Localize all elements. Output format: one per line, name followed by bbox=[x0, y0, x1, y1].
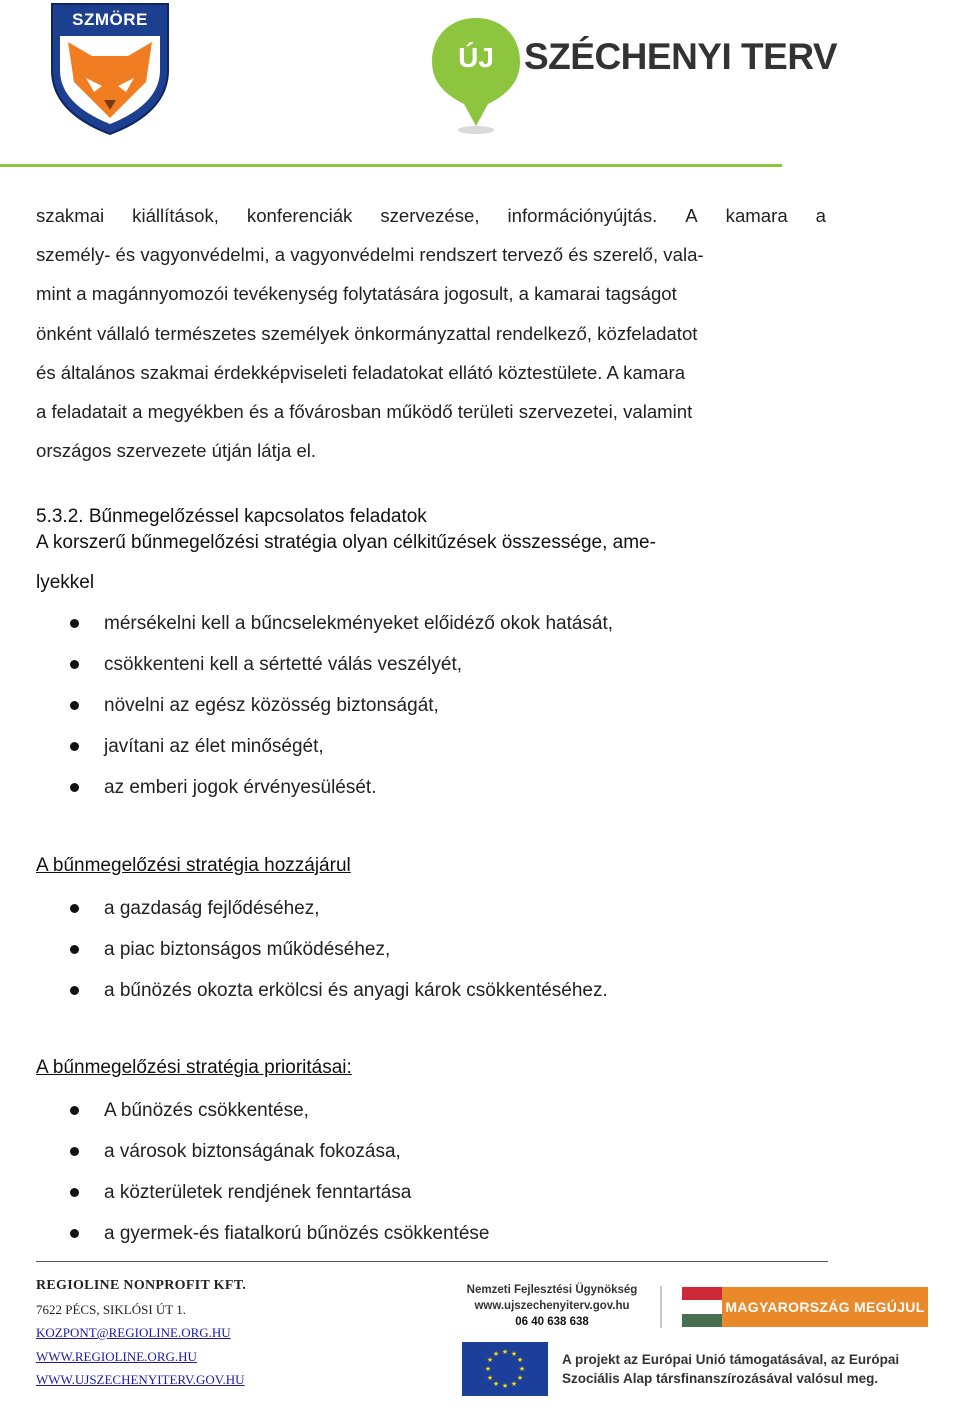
list-item: a gyermek-és fiatalkorú bűnözés csökkentése bbox=[70, 1213, 489, 1254]
bullet-icon bbox=[70, 1229, 79, 1238]
svg-text:★: ★ bbox=[510, 1350, 518, 1358]
list-item: az emberi jogok érvényesülését. bbox=[70, 767, 613, 808]
intro-line: személy- és vagyonvédelmi, a vagyonvédelmi rendszert tervező és szerelő, vala- bbox=[36, 244, 704, 266]
svg-text:★: ★ bbox=[484, 1365, 492, 1373]
svg-text:★: ★ bbox=[501, 1348, 509, 1356]
bullet-icon bbox=[70, 904, 79, 913]
footer-divider bbox=[36, 1261, 828, 1262]
nfu-phone: 06 40 638 638 bbox=[515, 1316, 589, 1328]
list-item: növelni az egész közösség biztonságát, bbox=[70, 685, 613, 726]
eu-funding-line-2: Szociális Alap társfinanszírozásával valósul meg. bbox=[562, 1371, 879, 1386]
intro-paragraph bbox=[36, 196, 826, 470]
contribution-heading: A bűnmegelőzési stratégia hozzájárul bbox=[36, 855, 351, 876]
bullet-icon bbox=[70, 986, 79, 995]
intro-line: mint a magánnyomozói tevékenység folytatására jogosult, a kamarai tagságot bbox=[36, 283, 677, 305]
eu-funding-text bbox=[562, 1350, 899, 1388]
list-item: a piac biztonságos működéséhez, bbox=[70, 929, 608, 970]
list-item: csökkenteni kell a sértetté válás veszélyét, bbox=[70, 644, 613, 685]
footer-company: REGIOLINE NONPROFIT KFT. bbox=[36, 1278, 247, 1293]
footer-address: 7622 PÉCS, SIKLÓSI ÚT 1. bbox=[36, 1301, 187, 1317]
list-item: a közterületek rendjének fenntartása bbox=[70, 1172, 489, 1213]
eu-funding-line-1: A projekt az Európai Unió támogatásával, az Európai bbox=[562, 1352, 900, 1367]
svg-text:★: ★ bbox=[492, 1350, 500, 1358]
hungarian-flag-icon bbox=[682, 1287, 722, 1327]
intro-line: és általános szakmai érdekképviseleti feladatokat ellátó köztestülete. A kamara bbox=[36, 361, 686, 383]
footer-contact bbox=[36, 1274, 246, 1392]
svg-text:★: ★ bbox=[510, 1380, 518, 1388]
bullet-icon bbox=[70, 1106, 79, 1115]
section-heading: 5.3.2. Bűnmegelőzéssel kapcsolatos feladatok bbox=[36, 506, 427, 527]
bullet-icon bbox=[70, 701, 79, 710]
szmore-logo-text: SZMÖRE bbox=[72, 10, 148, 29]
bullet-icon bbox=[70, 619, 79, 628]
intro-line: a feladatait a megyékben és a fővárosban működő területi szervezetei, valamint bbox=[36, 401, 693, 423]
list-item: javítani az élet minőségét, bbox=[70, 726, 613, 767]
bullet-icon bbox=[70, 742, 79, 751]
section-lead-line-1: A korszerű bűnmegelőzési stratégia olyan célkitűzések összessége, ame- bbox=[36, 532, 656, 553]
intro-line: országos szervezete útján látja el. bbox=[36, 440, 317, 462]
nfu-block bbox=[462, 1282, 642, 1330]
priorities-heading: A bűnmegelőzési stratégia prioritásai: bbox=[36, 1057, 352, 1078]
magyarorszag-megujul-label: MAGYARORSZÁG MEGÚJUL bbox=[722, 1287, 928, 1327]
logo-uj-text: ÚJ bbox=[458, 42, 494, 73]
list-item: a gazdaság fejlődéséhez, bbox=[70, 888, 608, 929]
uj-szechenyi-terv-logo bbox=[432, 18, 838, 138]
eu-flag-icon bbox=[462, 1342, 548, 1396]
list-item: A bűnözés csökkentése, bbox=[70, 1090, 489, 1131]
intro-line: önként vállaló természetes személyek önkormányzattal rendelkező, közfeladatot bbox=[36, 322, 698, 344]
bullet-icon bbox=[70, 660, 79, 669]
svg-text:★: ★ bbox=[516, 1356, 524, 1364]
header-divider bbox=[0, 164, 782, 167]
bullet-icon bbox=[70, 1147, 79, 1156]
footer-website-link[interactable]: WWW.REGIOLINE.ORG.HU bbox=[36, 1348, 197, 1364]
nfu-name: Nemzeti Fejlesztési Ügynökség bbox=[466, 1284, 638, 1296]
svg-text:★: ★ bbox=[501, 1382, 509, 1390]
footer-website2-link[interactable]: WWW.UJSZECHENYITERV.GOV.HU bbox=[36, 1372, 245, 1387]
section-lead-line-2: lyekkel bbox=[36, 572, 95, 593]
intro-line: szakmai kiállítások, konferenciák szervezése, információnyújtás. A kamara a bbox=[36, 205, 826, 226]
svg-text:★: ★ bbox=[486, 1374, 494, 1382]
magyarorszag-megujul-badge bbox=[682, 1287, 928, 1327]
goals-list bbox=[70, 603, 613, 808]
svg-text:★: ★ bbox=[518, 1365, 526, 1373]
list-item: a bűnözés okozta erkölcsi és anyagi károk csökkentéséhez. bbox=[70, 970, 608, 1011]
svg-text:★: ★ bbox=[486, 1356, 494, 1364]
footer-email-link[interactable]: KOZPONT@REGIOLINE.ORG.HU bbox=[36, 1325, 231, 1340]
svg-text:★: ★ bbox=[492, 1380, 500, 1388]
bullet-icon bbox=[70, 1188, 79, 1197]
priorities-list bbox=[70, 1090, 489, 1254]
logo-szechenyi-terv-text: SZÉCHENYI TERV bbox=[524, 36, 838, 77]
bullet-icon bbox=[70, 945, 79, 954]
list-item: a városok biztonságának fokozása, bbox=[70, 1131, 489, 1172]
bullet-icon bbox=[70, 783, 79, 792]
contribution-list bbox=[70, 888, 608, 1011]
szmore-logo bbox=[46, 0, 174, 136]
svg-text:★: ★ bbox=[516, 1374, 524, 1382]
footer-separator bbox=[660, 1286, 662, 1328]
list-item: mérsékelni kell a bűncselekményeket előidéző okok hatását, bbox=[70, 603, 613, 644]
nfu-url: www.ujszechenyiterv.gov.hu bbox=[474, 1300, 630, 1312]
